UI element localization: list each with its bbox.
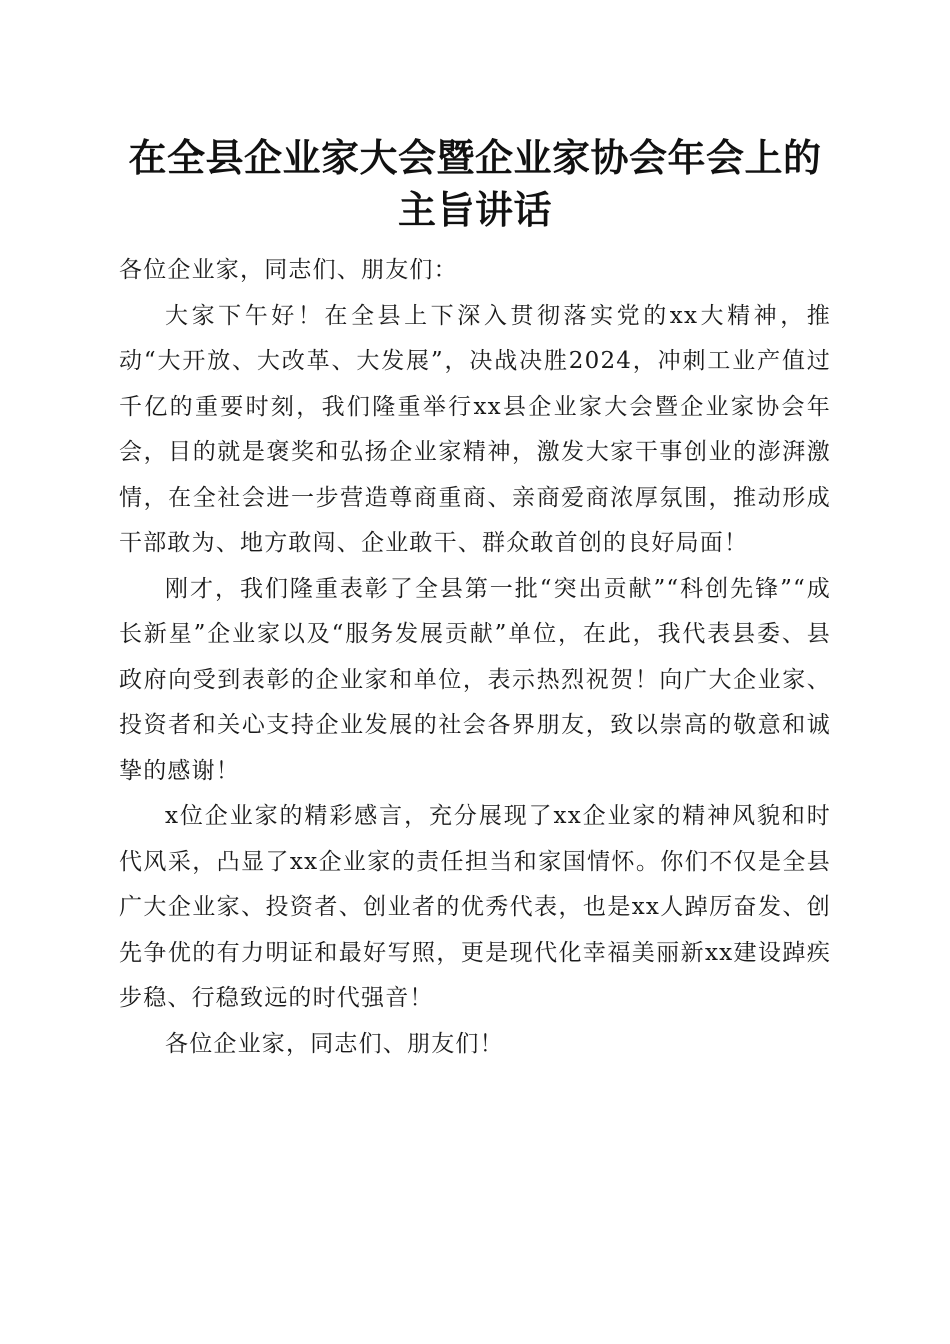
paragraph-commendation: 刚才，我们隆重表彰了全县第一批“突出贡献”“科创先锋”“成长新星”企业家以及“服务发展贡献”单位，在此，我代表县委、县政府向受到表彰的企业家和单位，表示热烈祝贺！向广大企业家、投资者和关心支持企业发展的社会各界朋友，致以崇高的敬意和诚挚的感谢！ bbox=[119, 575, 831, 784]
document-title: 在全县企业家大会暨企业家协会年会上的主旨讲话 bbox=[128, 135, 822, 232]
paragraph-testimonials: x位企业家的精彩感言，充分展现了xx企业家的精神风貌和时代风采，凸显了xx企业家的责任担当和家国情怀。你们不仅是全县广大企业家、投资者、创业者的优秀代表，也是xx人踔厉奋发、创先争优的有力明证和最好写照，更是现代化幸福美丽新xx建设踔疾步稳、行稳致远的时代强音！ bbox=[119, 803, 831, 1011]
paragraph-closing-salutation: 各位企业家，同志们、朋友们！ bbox=[165, 1030, 504, 1057]
document-body bbox=[119, 248, 831, 1067]
paragraph-greeting: 大家下午好！在全县上下深入贯彻落实党的xx大精神，推动“大开放、大改革、大发展”，决战决胜2024，冲刺工业产值过千亿的重要时刻，我们隆重举行xx县企业家大会暨企业家协会年会，目的就是褒奖和弘扬企业家精神，激发大家干事创业的澎湃激情，在全社会进一步营造尊商重商、亲商爱商浓厚氛围，推动形成干部敢为、地方敢闯、企业敢干、群众敢首创的良好局面！ bbox=[119, 302, 831, 556]
salutation: 各位企业家，同志们、朋友们： bbox=[119, 257, 458, 283]
